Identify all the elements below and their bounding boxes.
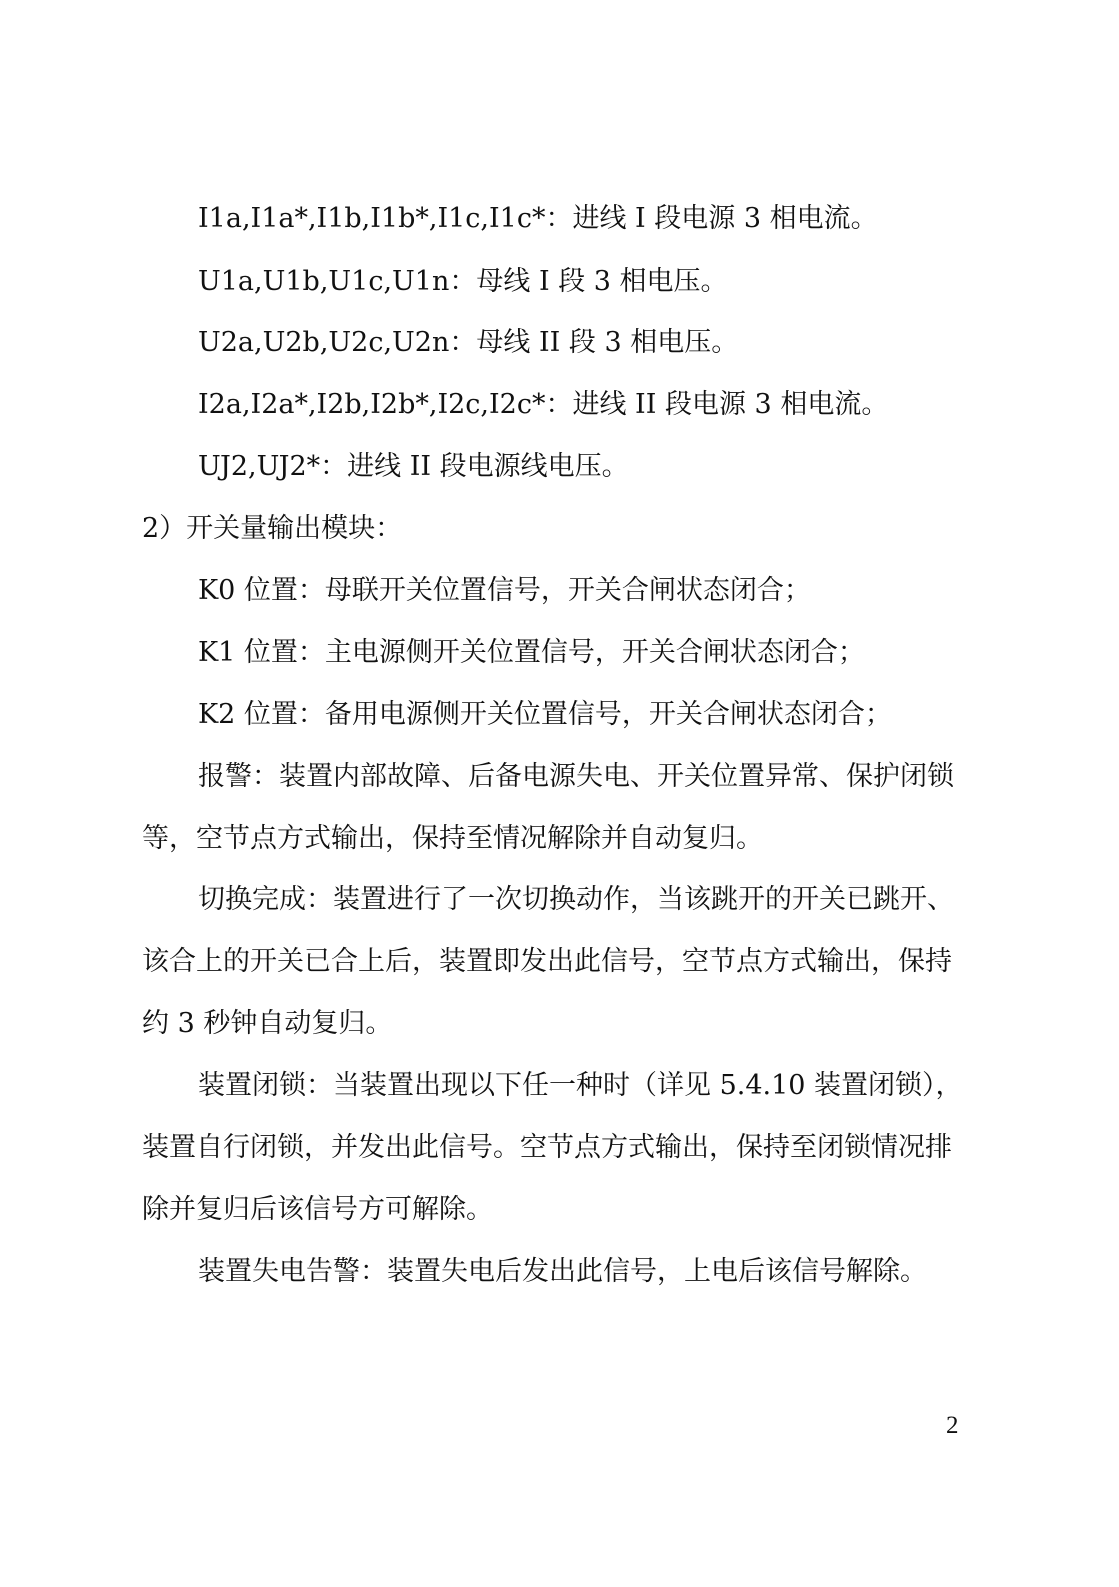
- text-line: K1 位置：主电源侧开关位置信号，开关合闸状态闭合；: [198, 637, 865, 668]
- text-line: U2a,U2b,U2c,U2n：母线 II 段 3 相电压。: [198, 327, 739, 358]
- text-line: I1a,I1a*,I1b,I1b*,I1c,I1c*：进线 I 段电源 3 相电流。: [198, 203, 878, 234]
- text-line: 装置失电告警：装置失电后发出此信号，上电后该信号解除。: [198, 1256, 927, 1287]
- text-line: 除并复归后该信号方可解除。: [142, 1194, 493, 1225]
- text-line: 报警：装置内部故障、后备电源失电、开关位置异常、保护闭锁: [198, 761, 954, 792]
- text-line: 装置自行闭锁，并发出此信号。空节点方式输出，保持至闭锁情况排: [142, 1132, 952, 1163]
- section-heading: 2）开关量输出模块：: [142, 513, 403, 544]
- text-line: 装置闭锁：当装置出现以下任一种时（详见 5.4.10 装置闭锁），: [198, 1070, 963, 1101]
- text-line: 该合上的开关已合上后，装置即发出此信号，空节点方式输出，保持: [142, 946, 952, 977]
- text-line: UJ2,UJ2*：进线 II 段电源线电压。: [198, 451, 629, 482]
- text-line: 约 3 秒钟自动复归。: [142, 1008, 393, 1039]
- page-number: 2: [946, 1412, 959, 1439]
- text-line: K0 位置：母联开关位置信号，开关合闸状态闭合；: [198, 575, 811, 606]
- text-line: U1a,U1b,U1c,U1n：母线 I 段 3 相电压。: [198, 266, 728, 297]
- text-line: K2 位置：备用电源侧开关位置信号，开关合闸状态闭合；: [198, 699, 892, 730]
- text-line: 等，空节点方式输出，保持至情况解除并自动复归。: [142, 823, 763, 854]
- text-line: I2a,I2a*,I2b,I2b*,I2c,I2c*：进线 II 段电源 3 相电流。: [198, 389, 889, 420]
- text-line: 切换完成：装置进行了一次切换动作，当该跳开的开关已跳开、: [198, 884, 954, 915]
